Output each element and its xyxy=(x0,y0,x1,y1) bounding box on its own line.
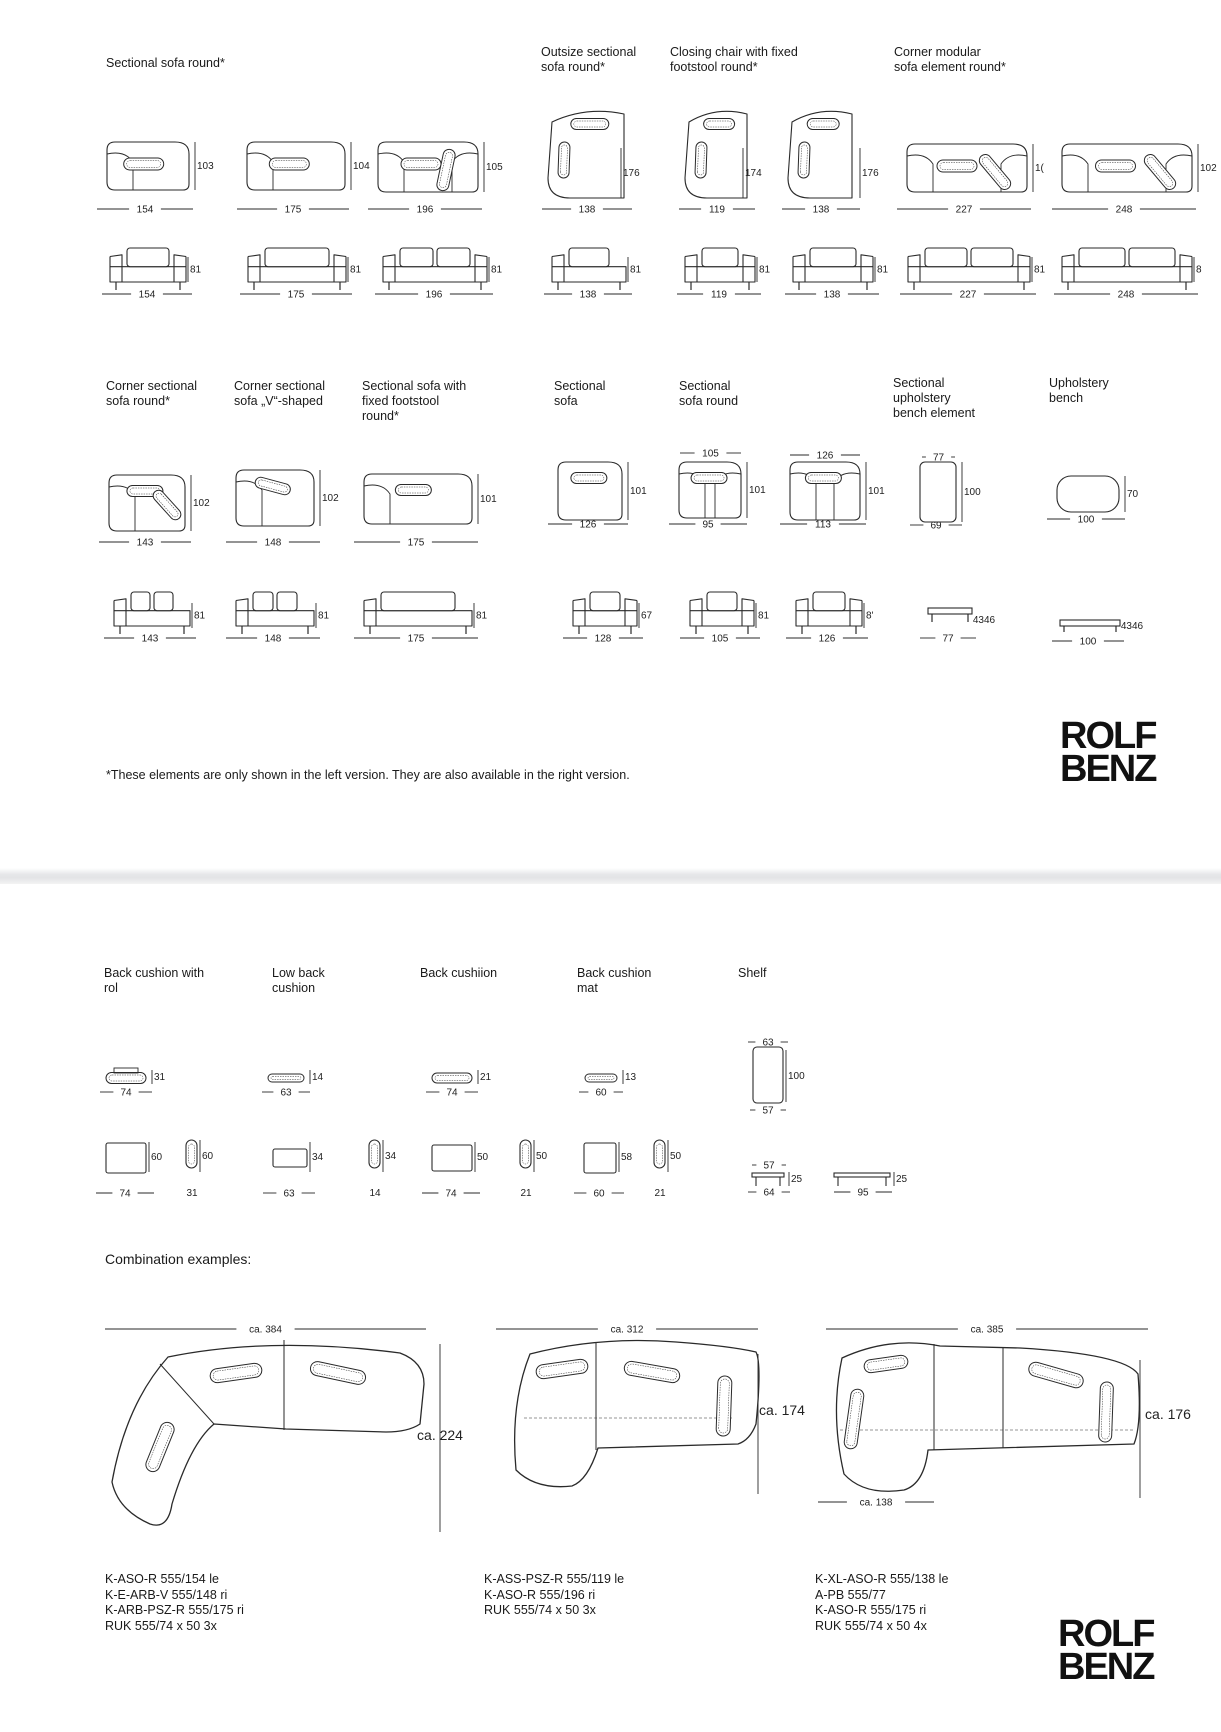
left-armrest-front xyxy=(248,255,260,282)
cushion-shape xyxy=(401,158,441,170)
dimension-label: 81 xyxy=(350,264,362,276)
dimension-label: 100 xyxy=(788,1071,805,1082)
dimension-label: 74 xyxy=(445,1188,457,1200)
cushion-front xyxy=(584,1143,616,1173)
label-low-back-cushion: Low back cushion xyxy=(272,966,325,995)
dimension-label: 95 xyxy=(857,1187,869,1199)
cushion-side-stitch xyxy=(523,1144,529,1164)
dimension-label: 69 xyxy=(930,520,942,532)
sofa-top-outline xyxy=(364,474,472,524)
armrest-line xyxy=(907,155,933,192)
sofa-front-base xyxy=(1062,267,1192,282)
dimension-label: 128 xyxy=(594,633,612,645)
dimension-label: 102 xyxy=(193,498,210,509)
combo-2-article-list: K-ASS-PSZ-R 555/119 le K-ASO-R 555/196 ri RUK 555/74 x 50 3x xyxy=(484,1572,625,1617)
dimension-label: 58 xyxy=(621,1152,633,1163)
dimension-label: 63 xyxy=(283,1188,295,1200)
sofa-front-base xyxy=(364,611,472,626)
cushion-outline xyxy=(209,1362,262,1383)
dimension-label: 196 xyxy=(425,289,443,301)
cushion-shape xyxy=(704,119,735,130)
sofa-top-outline xyxy=(558,462,622,520)
cushion-shape xyxy=(106,1073,146,1084)
back-cushion-front xyxy=(1129,248,1175,267)
cushion-outline xyxy=(432,1073,472,1083)
armrest-line xyxy=(378,153,404,192)
cushion-shape xyxy=(1096,160,1136,172)
back-cushion-front xyxy=(400,248,433,267)
dimension-label: 138 xyxy=(578,204,596,216)
dimension-label: 81 xyxy=(318,610,330,622)
sofa-front-base xyxy=(685,267,755,282)
dimension-label: 21 xyxy=(480,1072,492,1083)
cushion-shape xyxy=(571,473,607,484)
cushion-side-stitch xyxy=(657,1144,663,1164)
back-cushion-front xyxy=(277,592,297,611)
cushion-outline xyxy=(124,158,164,170)
dimension-label: 21 xyxy=(520,1188,532,1199)
cushion-outline xyxy=(807,119,839,130)
cushion-outline xyxy=(691,473,727,484)
cushion-side-stitch xyxy=(372,1144,378,1164)
cushion-shape xyxy=(1098,1382,1113,1442)
label-shelf: Shelf xyxy=(738,966,767,980)
back-cushion-front xyxy=(813,592,845,611)
dimension-label: 138 xyxy=(579,289,597,301)
sofa-front-base xyxy=(690,611,754,626)
dimension-label: 175 xyxy=(287,289,305,301)
armrest-line xyxy=(452,153,478,192)
label-corner-sectional-sofa-round: Corner sectional sofa round* xyxy=(106,379,198,408)
logo-line-1: ROLF xyxy=(1060,715,1156,757)
dimension-label: 67 xyxy=(641,610,653,622)
left-armrest-front xyxy=(793,255,805,282)
cushion-shape xyxy=(937,160,977,172)
cushion-shape xyxy=(558,142,570,178)
dimension-label: 175 xyxy=(284,204,302,216)
label-outsize-sectional-sofa-round: Outsize sectional sofa round* xyxy=(541,45,637,74)
bench-front xyxy=(928,608,972,614)
cushion-outline xyxy=(805,473,841,484)
technical-drawings-page-2 xyxy=(0,884,1221,1732)
dimension-label: 126 xyxy=(579,519,597,531)
dimension-label: ca. 138 xyxy=(859,1497,893,1509)
upholstery-bench-top xyxy=(1057,476,1119,512)
bench-front xyxy=(1060,620,1120,626)
dimension-label: ca. 384 xyxy=(249,1324,282,1336)
dimension-label: 31 xyxy=(154,1072,166,1083)
cushion-shape xyxy=(144,1420,176,1473)
cushion-outline xyxy=(269,158,309,170)
label-closing-chair: Closing chair with fixed footstool round* xyxy=(670,45,798,74)
dimension-label: 174 xyxy=(745,168,762,179)
logo-line-2: BENZ xyxy=(1060,748,1156,790)
dimension-label: 57 xyxy=(763,1160,775,1172)
dimension-label: 119 xyxy=(711,289,727,301)
cushion-shape xyxy=(269,158,309,170)
dimension-label: 81 xyxy=(630,264,642,276)
dimension-label: 148 xyxy=(264,537,282,549)
sofa-top-outline xyxy=(109,475,185,531)
armrest-line xyxy=(364,485,390,524)
dimension-label: 50 xyxy=(536,1151,548,1162)
left-armrest-front xyxy=(383,255,395,282)
dimension-label: 4346 xyxy=(972,615,996,626)
cushion-shape xyxy=(798,142,810,178)
dimension-label: 248 xyxy=(1115,204,1133,216)
cushion-front xyxy=(273,1149,307,1167)
sofa-top-outline xyxy=(790,462,860,520)
back-cushion-front xyxy=(810,248,856,267)
cushion-shape xyxy=(805,473,841,484)
dimension-label: 176 xyxy=(623,168,640,179)
back-cushion-front xyxy=(1079,248,1125,267)
dimension-label: 81 xyxy=(877,264,889,276)
dimension-label: 143 xyxy=(136,537,154,549)
dimension-label: 175 xyxy=(407,537,425,549)
cushion-shape xyxy=(716,1376,732,1436)
right-armrest-front xyxy=(850,599,862,626)
label-sectional-sofa: Sectional sofa xyxy=(554,379,606,408)
back-cushion-front xyxy=(707,592,737,611)
cushion-shape xyxy=(395,485,431,496)
dimension-label: 4346 xyxy=(1120,621,1144,632)
dimension-label: 50 xyxy=(670,1151,682,1162)
cushion-outline xyxy=(571,119,609,130)
dimension-label: 102 xyxy=(322,493,339,504)
cushion-shape xyxy=(432,1073,472,1083)
sofa-front-base xyxy=(796,611,862,626)
back-cushion-front xyxy=(702,248,738,267)
cushion-outline xyxy=(571,473,607,484)
cushion-shape xyxy=(268,1074,304,1082)
combo-3-depth: ca. 176 xyxy=(1145,1406,1191,1422)
cushion-outline xyxy=(401,158,441,170)
cushion-outline xyxy=(268,1074,304,1082)
dimension-label: 95 xyxy=(702,519,714,531)
left-armrest-front xyxy=(364,599,376,626)
back-cushion-front xyxy=(590,592,620,611)
right-armrest-front xyxy=(1180,255,1192,282)
dimension-label: 248 xyxy=(1117,289,1135,301)
cushion-outline xyxy=(937,160,977,172)
left-armrest-front xyxy=(114,599,126,626)
right-armrest-front xyxy=(861,255,873,282)
left-armrest-front xyxy=(573,599,585,626)
dimension-label: 138 xyxy=(823,289,841,301)
cushion-shape xyxy=(1027,1361,1085,1390)
cushion-front xyxy=(106,1143,146,1173)
cushion-outline xyxy=(585,1074,617,1082)
cushion-shape xyxy=(124,158,164,170)
cushion-outline xyxy=(695,142,707,178)
sofa-front-base xyxy=(114,611,190,626)
cushion-outline xyxy=(558,142,570,178)
cushion-shape xyxy=(254,476,292,496)
dimension-label: 227 xyxy=(955,204,973,216)
dimension-label: 175 xyxy=(407,633,425,645)
dimension-label: 81 xyxy=(476,610,488,622)
sofa-front-base xyxy=(908,267,1030,282)
back-cushion-front xyxy=(154,592,173,611)
right-armrest-front xyxy=(475,255,487,282)
dimension-label: 77 xyxy=(942,633,954,645)
label-upholstery-bench: Upholstery bench xyxy=(1049,376,1109,405)
label-sectional-upholstery-bench: Sectional upholstery bench element xyxy=(893,376,976,420)
sofa-front-base xyxy=(383,267,487,282)
dimension-label: 25 xyxy=(896,1174,908,1185)
cushion-outline xyxy=(395,485,431,496)
dimension-label: 81 xyxy=(758,610,770,622)
dimension-label: 14 xyxy=(312,1072,324,1083)
dimension-label: 154 xyxy=(136,204,154,216)
cushion-outline xyxy=(254,476,292,496)
back-cushion-front xyxy=(925,248,967,267)
label-corner-modular-sofa-element: Corner modular sofa element round* xyxy=(894,45,1006,74)
dimension-label: 13 xyxy=(625,1072,637,1083)
dimension-label: 60 xyxy=(595,1087,607,1099)
back-cushion-front xyxy=(437,248,470,267)
cushion-shape xyxy=(623,1360,681,1384)
left-armrest-front xyxy=(690,599,702,626)
dimension-label: 25 xyxy=(791,1174,803,1185)
dimension-label: 81 xyxy=(194,610,206,622)
dimension-label: 105 xyxy=(702,448,719,460)
left-armrest-front xyxy=(552,255,564,282)
dimension-label: 104 xyxy=(353,161,370,172)
back-cushion-front xyxy=(131,592,150,611)
dimension-label: 60 xyxy=(593,1188,605,1200)
dimension-label: 81 xyxy=(190,264,202,276)
back-cushion-front xyxy=(127,248,169,267)
shelf-long-front xyxy=(834,1173,890,1177)
dimension-label: 148 xyxy=(264,633,282,645)
dimension-label: 101 xyxy=(480,494,497,505)
back-cushion-front xyxy=(253,592,273,611)
right-armrest-front xyxy=(625,599,637,626)
dimension-label: 81 xyxy=(759,264,771,276)
dimension-label: 1( xyxy=(1035,163,1044,174)
dimension-label: 176 xyxy=(862,168,879,179)
dimension-label: 81 xyxy=(1034,264,1046,276)
catalog-page-2 xyxy=(0,884,1221,1732)
dimension-label: ca. 312 xyxy=(610,1324,644,1336)
cushion-shape xyxy=(436,148,456,192)
cushion-shape xyxy=(209,1362,262,1383)
cushion-outline xyxy=(798,142,810,178)
combo-2-depth: ca. 174 xyxy=(759,1402,805,1418)
cushion-outline xyxy=(1096,160,1136,172)
cushion-shape xyxy=(585,1074,617,1082)
dimension-label: 154 xyxy=(138,289,156,301)
shelf-front xyxy=(752,1173,784,1177)
cushion-outline xyxy=(436,148,456,192)
dimension-label: 50 xyxy=(477,1152,489,1163)
back-cushion-front xyxy=(569,248,609,267)
cushion-shape xyxy=(695,142,707,178)
dimension-label: 63 xyxy=(762,1037,774,1049)
cushion-shape xyxy=(691,473,727,484)
label-back-cushion: Back cushiion xyxy=(420,966,498,980)
armrest-line xyxy=(247,153,273,190)
dimension-label: 113 xyxy=(815,519,831,531)
cushion-outline xyxy=(106,1073,146,1084)
back-cushion-front xyxy=(265,248,329,267)
logo-line-1: ROLF xyxy=(1058,1613,1154,1655)
right-armrest-front xyxy=(742,599,754,626)
dimension-label: 34 xyxy=(312,1152,324,1163)
right-armrest-front xyxy=(1018,255,1030,282)
dimension-label: 70 xyxy=(1127,489,1139,500)
cushion-shape xyxy=(535,1358,588,1379)
dimension-label: ca. 385 xyxy=(970,1324,1004,1336)
cushion-outline xyxy=(843,1388,864,1449)
cushion-front xyxy=(432,1145,472,1171)
seat-divider xyxy=(160,1364,214,1424)
left-armrest-front xyxy=(236,599,248,626)
shelf-top xyxy=(753,1047,783,1103)
dimension-label: 63 xyxy=(280,1087,292,1099)
page-separator xyxy=(0,868,1221,884)
combination-examples-title: Combination examples: xyxy=(105,1251,252,1267)
bench-element-top xyxy=(920,462,956,522)
dimension-label: 8' xyxy=(866,610,874,622)
sofa-top-outline xyxy=(679,462,741,518)
armrest-line xyxy=(1062,155,1088,192)
cushion-outline xyxy=(716,1376,732,1436)
dimension-label: 100 xyxy=(964,487,981,498)
combo-3-article-list: K-XL-ASO-R 555/138 le A-PB 555/77 K-ASO-R 555/175 ri RUK 555/74 x 50 4x xyxy=(815,1572,949,1633)
right-armrest-front xyxy=(334,255,346,282)
dimension-label: 8 xyxy=(1196,264,1202,276)
logo-line-2: BENZ xyxy=(1058,1646,1154,1688)
label-sectional-sofa-round-2: Sectional sofa round xyxy=(679,379,739,408)
dimension-label: 64 xyxy=(763,1187,775,1199)
left-armrest-front xyxy=(110,255,122,282)
dimension-label: 60 xyxy=(151,1152,163,1163)
left-armrest-front xyxy=(1062,255,1074,282)
back-cushion-front xyxy=(381,592,455,611)
label-corner-sectional-sofa-v: Corner sectional sofa „V“-shaped xyxy=(234,379,326,408)
label-sectional-sofa-round: Sectional sofa round* xyxy=(106,56,225,70)
dimension-label: 14 xyxy=(369,1188,381,1199)
dimension-label: 143 xyxy=(141,633,159,645)
combo-1-depth: ca. 224 xyxy=(417,1427,463,1443)
dimension-label: 77 xyxy=(932,452,945,464)
dimension-label: 138 xyxy=(812,204,830,216)
dimension-label: 74 xyxy=(446,1087,458,1099)
label-back-cushion-mat: Back cushion mat xyxy=(577,966,652,995)
left-armrest-front xyxy=(796,599,808,626)
cushion-outline xyxy=(863,1355,908,1374)
cushion-outline xyxy=(1098,1382,1113,1442)
dimension-label: 103 xyxy=(197,161,214,172)
dimension-label: 102 xyxy=(1200,163,1217,174)
cushion-shape xyxy=(843,1388,864,1449)
dimension-label: 60 xyxy=(202,1151,214,1162)
right-armrest-front xyxy=(174,255,186,282)
dimension-label: 105 xyxy=(486,162,503,173)
back-cushion-front xyxy=(971,248,1013,267)
left-armrest-front xyxy=(685,255,697,282)
dimension-label: 126 xyxy=(816,450,834,462)
dimension-label: 101 xyxy=(630,486,647,497)
cushion-side-stitch xyxy=(189,1144,195,1164)
dimension-label: 101 xyxy=(868,486,885,497)
right-armrest-front xyxy=(743,255,755,282)
dimension-label: 34 xyxy=(385,1151,397,1162)
dimension-label: 31 xyxy=(186,1188,198,1199)
dimension-label: 81 xyxy=(491,264,503,276)
label-back-cushion-with-roll: Back cushion with rol xyxy=(104,966,205,995)
dimension-label: 119 xyxy=(709,204,725,216)
cushion-outline xyxy=(535,1358,588,1379)
dimension-label: 21 xyxy=(654,1188,666,1199)
dimension-label: 196 xyxy=(416,204,434,216)
sofa-front-base xyxy=(552,267,626,282)
dimension-label: 100 xyxy=(1077,514,1095,526)
combo-1-article-list: K-ASO-R 555/154 le K-E-ARB-V 555/148 ri K-ARB-PSZ-R 555/175 ri RUK 555/74 x 50 3x xyxy=(105,1572,244,1633)
dimension-label: 74 xyxy=(119,1188,131,1200)
sofa-front-base xyxy=(573,611,637,626)
cushion-shape xyxy=(151,488,183,522)
cushion-shape xyxy=(309,1360,367,1385)
cushion-shape xyxy=(807,119,839,130)
cushion-shape xyxy=(863,1355,908,1374)
sofa-top-outline xyxy=(236,470,314,526)
cushion-outline xyxy=(151,488,183,522)
label-sectional-sofa-fixed-footstool: Sectional sofa with fixed footstool round* xyxy=(362,379,467,423)
cushion-outline xyxy=(704,119,735,130)
dimension-label: 126 xyxy=(818,633,836,645)
cushion-shape xyxy=(571,119,609,130)
footnote: *These elements are only shown in the left version. They are also available in the right version. xyxy=(106,768,630,782)
left-armrest-front xyxy=(908,255,920,282)
dimension-label: 57 xyxy=(762,1105,774,1117)
sofa-front-base xyxy=(110,267,186,282)
dimension-label: 105 xyxy=(711,633,729,645)
dimension-label: 101 xyxy=(749,485,766,496)
dimension-label: 227 xyxy=(959,289,977,301)
dimension-label: 74 xyxy=(120,1087,132,1099)
dimension-label: 100 xyxy=(1079,636,1097,648)
sofa-front-base xyxy=(248,267,346,282)
